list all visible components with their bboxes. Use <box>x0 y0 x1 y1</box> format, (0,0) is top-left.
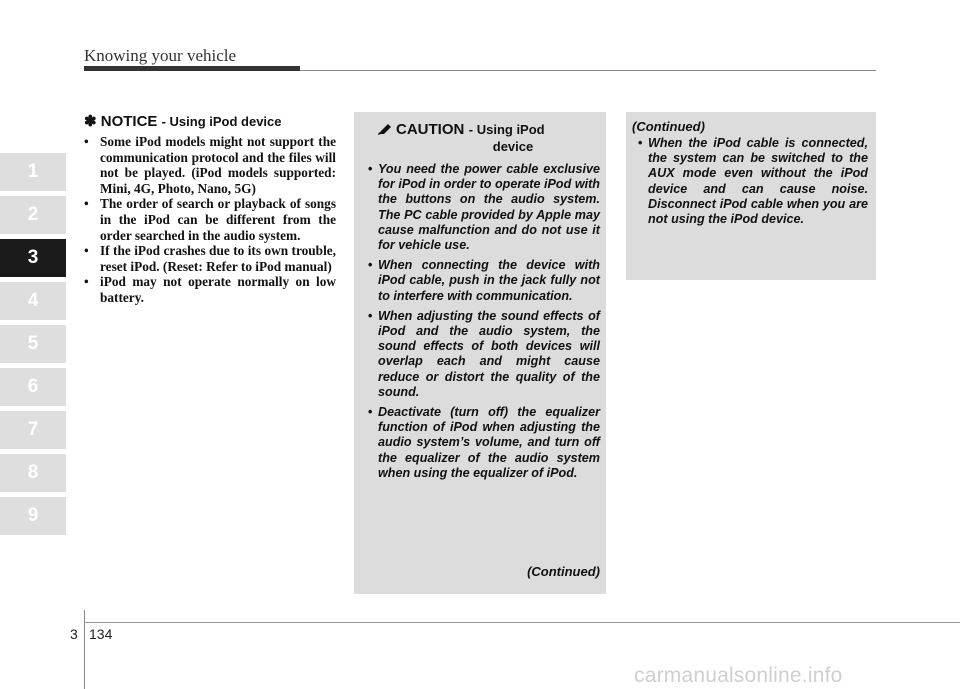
notice-label: NOTICE <box>100 113 158 130</box>
caution-subtitle-2: device <box>492 139 534 154</box>
caution-label: CAUTION <box>396 121 465 138</box>
chapter-tab-3[interactable]: 3 <box>0 239 66 277</box>
caution-item: • You need the power cable exclusive for iPod in order to operate iPod with the buttons on the audio system. The PC cable provided by Apple may cause malfunction and do not use it for vehicle use. <box>364 162 600 253</box>
header-rule-thin <box>300 70 876 71</box>
continued-list <box>634 136 868 232</box>
caution-item: • Deactivate (turn off) the equalizer function of iPod when adjusting the audio system’s volume, and turn off the equalizer of the audio system when using the equalizer of iPod. <box>364 405 600 481</box>
caution-subtitle: - Using iPod <box>468 122 545 137</box>
chapter-tab-7[interactable]: 7 <box>0 411 66 449</box>
chapter-tab-4[interactable]: 4 <box>0 282 66 320</box>
caution-continued-label: (Continued) <box>527 564 600 579</box>
chapter-tab-5[interactable]: 5 <box>0 325 66 363</box>
footer-horizontal-rule <box>84 622 960 623</box>
notice-item: • Some iPod models might not support the communication protocol and the files will not be played. (iPod models supported: Mini, 4G, Photo, Nano, 5G) <box>84 134 336 196</box>
continued-box-label: (Continued) <box>632 119 705 134</box>
chapter-tab-9[interactable]: 9 <box>0 497 66 535</box>
notice-item: • The order of search or playback of songs in the iPod can be different from the order searched in the audio system. <box>84 196 336 243</box>
continued-item: • When the iPod cable is connected, the system can be switched to the AUX mode even without the iPod device and can cause noise. Disconnect iPod cable when you are not using the iPod device. <box>634 136 868 227</box>
footer-page-number: 134 <box>89 626 113 642</box>
page-header-title: Knowing your vehicle <box>84 46 237 65</box>
chapter-tab-1[interactable]: 1 <box>0 153 66 191</box>
caution-list <box>364 162 600 486</box>
caution-pencil-icon <box>378 123 392 135</box>
caution-item: • When adjusting the sound effects of iPod and the audio system, the sound effects of both devices will overlap each and might cause reduce or distort the quality of the sound. <box>364 309 600 400</box>
caution-header <box>378 121 588 154</box>
chapter-tab-6[interactable]: 6 <box>0 368 66 406</box>
footer-chapter-number: 3 <box>70 626 78 642</box>
header-rule <box>84 66 300 71</box>
notice-item: • If the iPod crashes due to its own trouble, reset iPod. (Reset: Refer to iPod manual) <box>84 243 336 274</box>
notice-list <box>84 134 336 306</box>
watermark-text: carmanualsonline.info <box>634 664 843 687</box>
notice-item: • iPod may not operate normally on low battery. <box>84 274 336 305</box>
chapter-tab-2[interactable]: 2 <box>0 196 66 234</box>
notice-symbol: ✽ <box>84 113 97 130</box>
chapter-tab-8[interactable]: 8 <box>0 454 66 492</box>
notice-subtitle: - Using iPod device <box>161 114 282 129</box>
notice-title <box>84 112 344 130</box>
caution-item: • When connecting the device with iPod cable, push in the jack fully not to interfere with communication. <box>364 258 600 304</box>
